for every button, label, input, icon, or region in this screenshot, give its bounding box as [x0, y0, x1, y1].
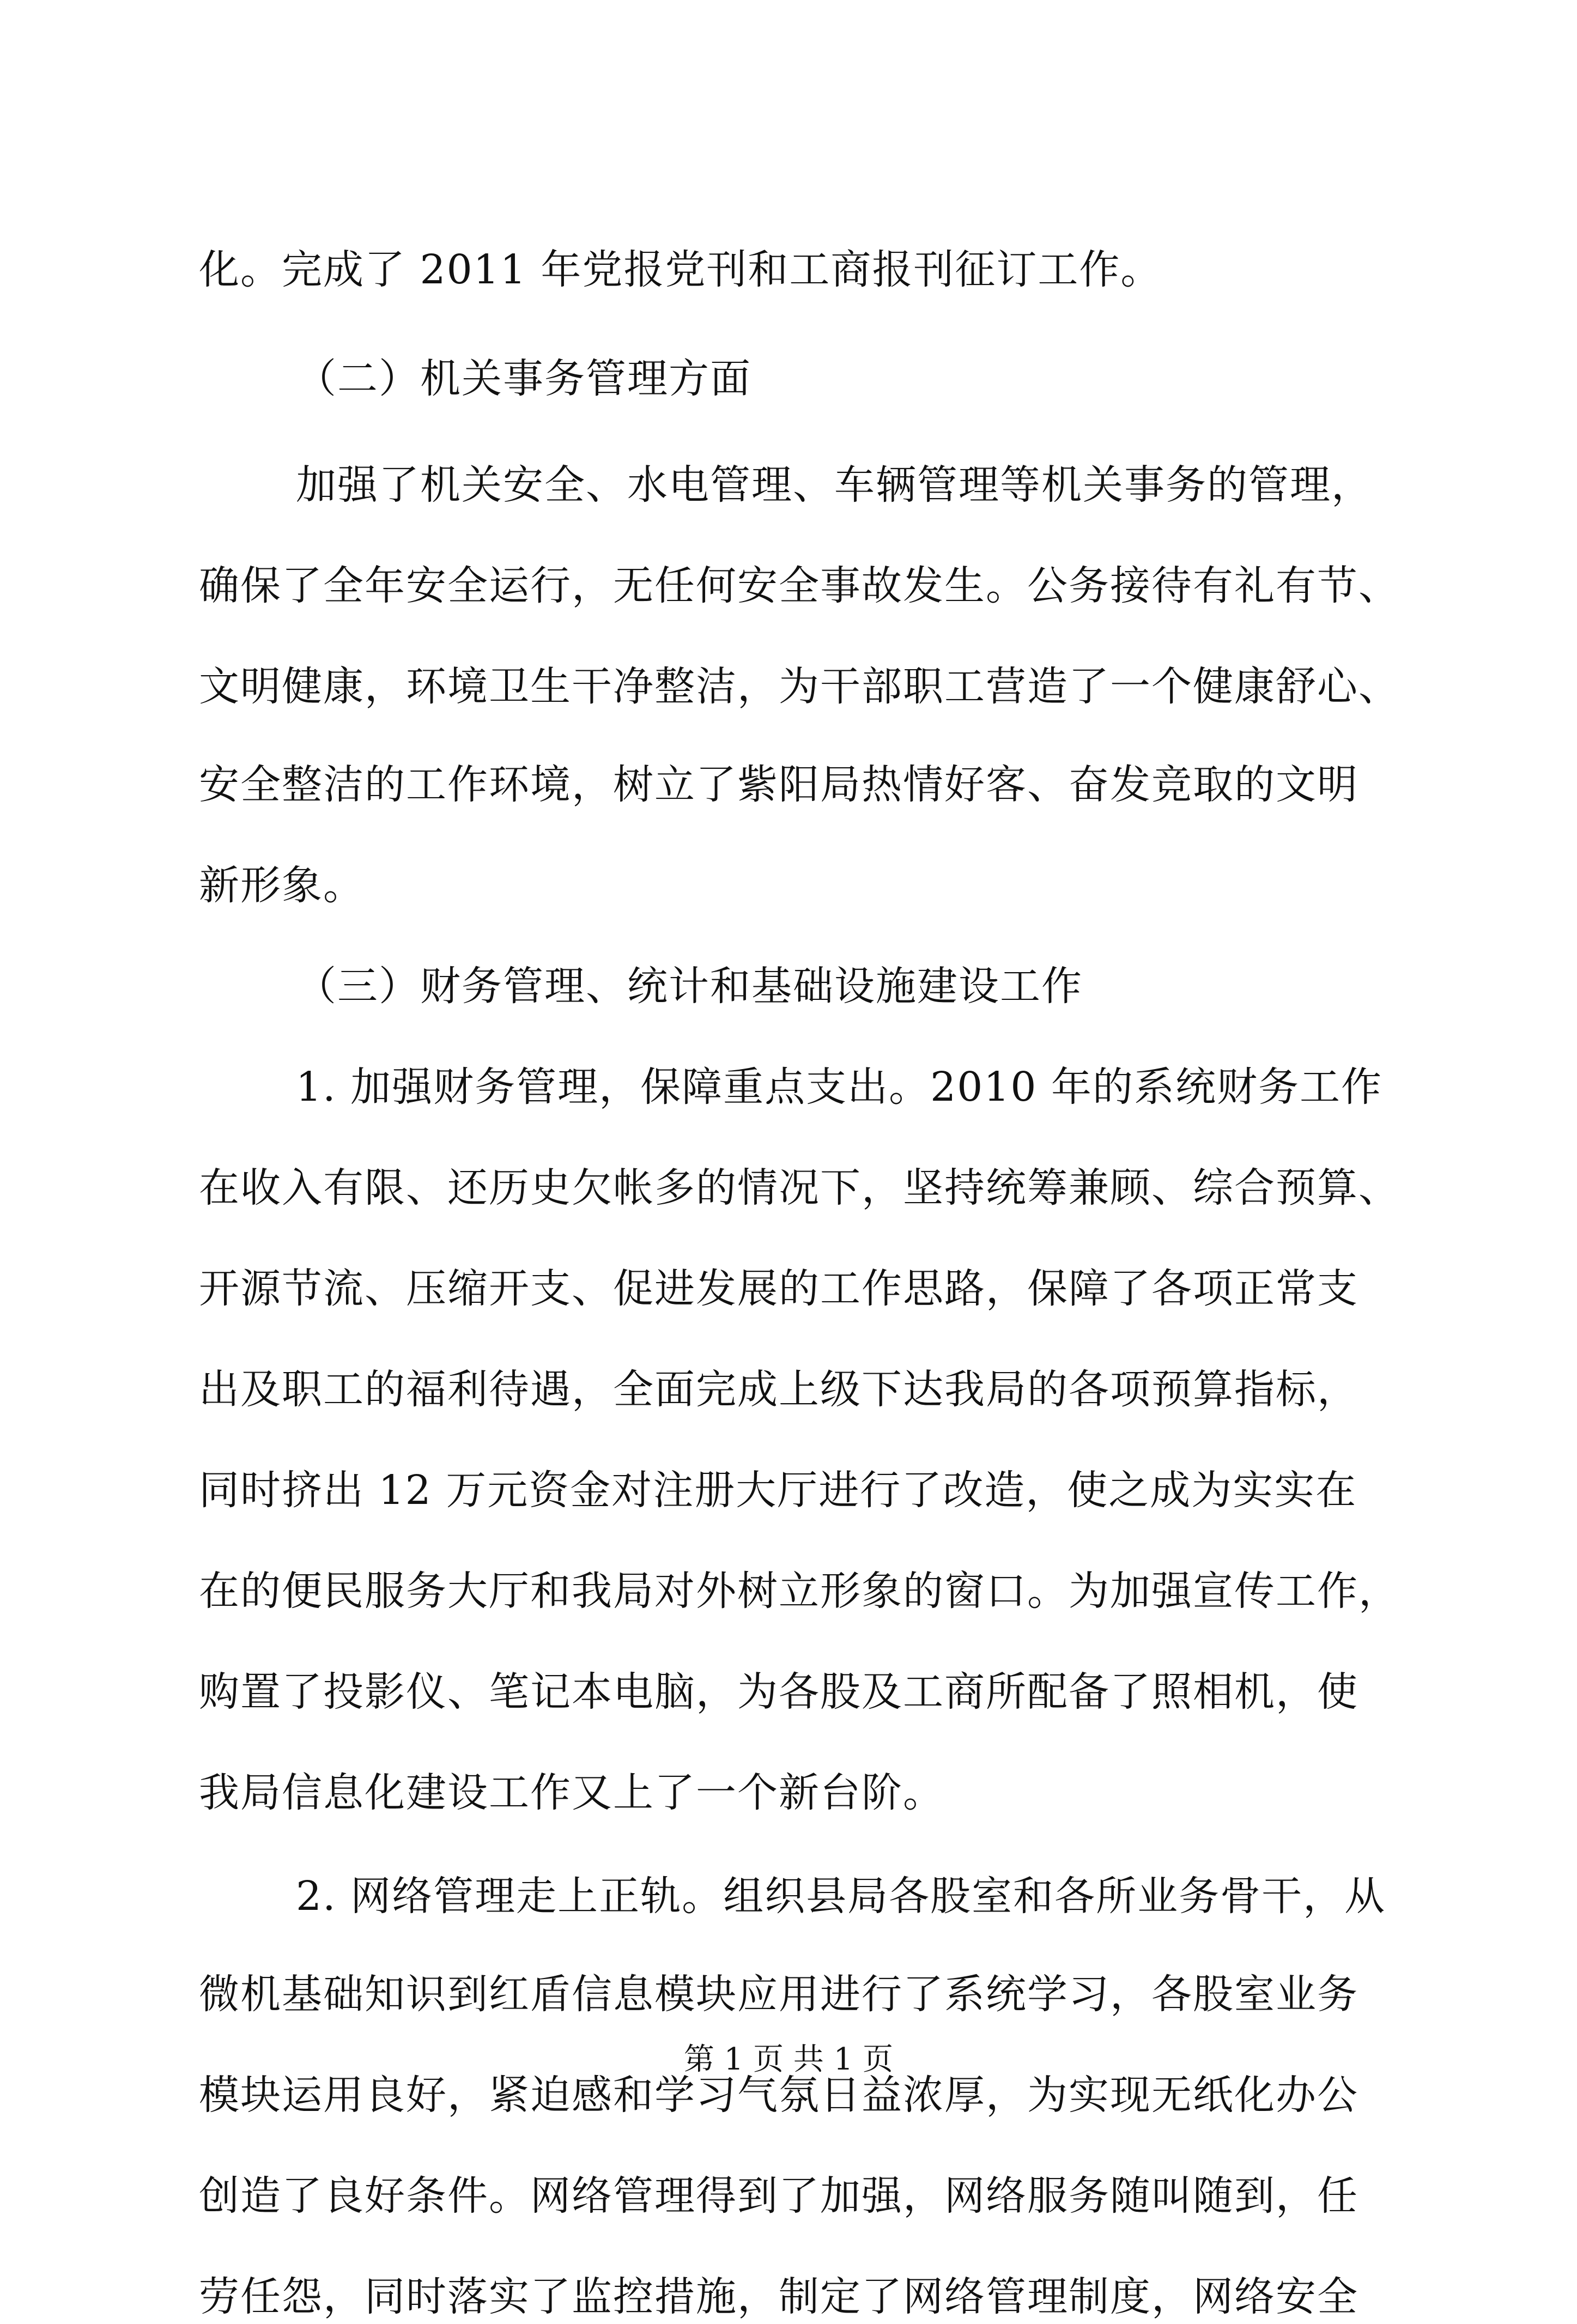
page-footer: 第 1 页 共 1 页 — [683, 2042, 894, 2077]
text-line-10: 在收入有限、还历史欠帐多的情况下，坚持统筹兼顾、综合预算、 — [199, 1164, 1400, 1211]
text-line-19: 模块运用良好，紧迫感和学习气氛日益浓厚，为实现无纸化办公 — [199, 2072, 1358, 2119]
text-line-5: 文明健康，环境卫生干净整洁，为干部职工营造了一个健康舒心、 — [199, 663, 1400, 710]
text-line-7: 新形象。 — [199, 862, 365, 909]
text-line-12: 出及职工的福利待遇，全面完成上级下达我局的各项预算指标， — [199, 1366, 1358, 1413]
text-line-1: 化。完成了 2011 年党报党刊和工商报刊征订工作。 — [199, 246, 1162, 293]
text-line-4: 确保了全年安全运行，无任何安全事故发生。公务接待有礼有节、 — [199, 562, 1400, 609]
text-line-14: 在的便民服务大厅和我局对外树立形象的窗口。为加强宣传工作， — [199, 1568, 1400, 1615]
section-heading-2: （二）机关事务管理方面 — [296, 355, 751, 402]
text-line-20: 创造了良好条件。网络管理得到了加强，网络服务随叫随到，任 — [199, 2173, 1358, 2219]
text-line-3: 加强了机关安全、水电管理、车辆管理等机关事务的管理， — [296, 462, 1373, 508]
text-line-17: 2. 网络管理走上正轨。组织县局各股室和各所业务骨干，从 — [296, 1873, 1386, 1920]
text-line-13: 同时挤出 12 万元资金对注册大厅进行了改造，使之成为实实在 — [199, 1467, 1357, 1514]
text-line-21: 劳任怨，同时落实了监控措施，制定了网络管理制度，网络安全 — [199, 2273, 1358, 2320]
text-line-6: 安全整洁的工作环境，树立了紫阳局热情好客、奋发竞取的文明 — [199, 761, 1358, 808]
text-line-15: 购置了投影仪、笔记本电脑，为各股及工商所配备了照相机，使 — [199, 1668, 1358, 1715]
text-line-9: 1. 加强财务管理，保障重点支出。2010 年的系统财务工作 — [296, 1064, 1382, 1111]
text-line-11: 开源节流、压缩开支、促进发展的工作思路，保障了各项正常支 — [199, 1265, 1358, 1312]
text-line-18: 微机基础知识到红盾信息模块应用进行了系统学习，各股室业务 — [199, 1971, 1358, 2018]
section-heading-3: （三）财务管理、统计和基础设施建设工作 — [296, 963, 1083, 1010]
text-line-16: 我局信息化建设工作又上了一个新台阶。 — [199, 1769, 944, 1816]
